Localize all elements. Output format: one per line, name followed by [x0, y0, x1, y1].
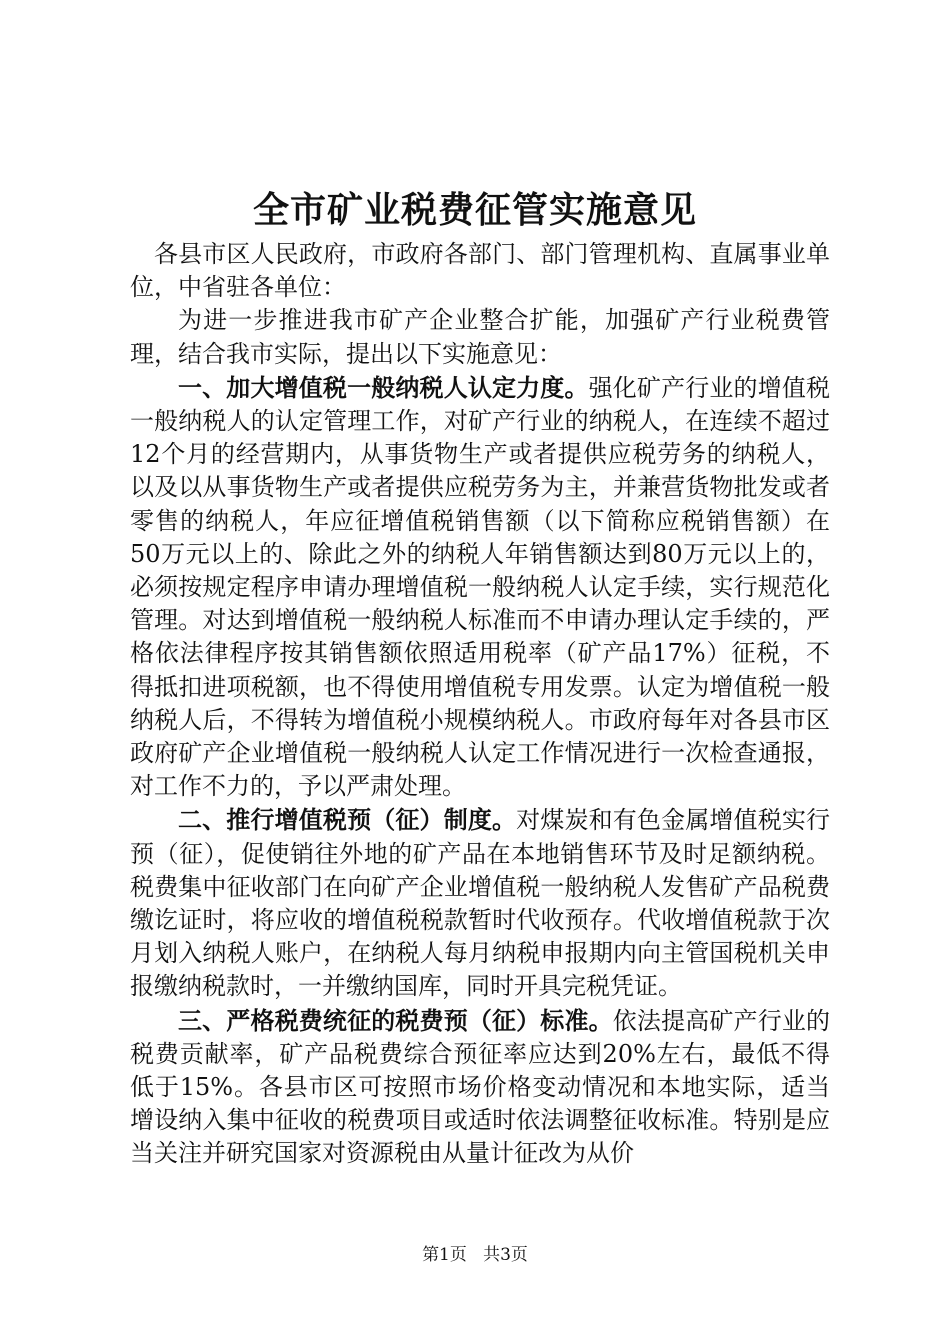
section-paragraph-3: [130, 1004, 830, 1171]
document-body: [130, 238, 830, 1171]
section-text-3: 依法提高矿产行业的税费贡献率，矿产品税费综合预征率应达到20%左右，最低不得低于15%。各县市区可按照市场价格变动情况和本地实际，适当增设纳入集中征收的税费项目或适时依法调整征收标准。特别是应当关注并研究国家对资源税由从量计征改为从价: [130, 1006, 831, 1168]
salutation-paragraph: 各县市区人民政府，市政府各部门、部门管理机构、直属事业单位，中省驻各单位：: [130, 240, 830, 302]
section-heading-1: 一、加大增值税一般纳税人认定力度。: [178, 372, 589, 402]
page-number: 第1页: [422, 1245, 467, 1265]
document-title: 全市矿业税费征管实施意见: [252, 189, 697, 231]
section-text-2: 对煤炭和有色金属增值税实行预（征），促使销往外地的矿产品在本地销售环节及时足额纳税。税费集中征收部门在向矿产企业增值税一般纳税人发售矿产品税费缴讫证时，将应收的增值税税款暂时代收预存。代收增值税款于次月划入纳税人账户，在纳税人每月纳税申报期内向主管国税机关申报缴纳税款时，一并缴纳国库，同时开具完税凭证。: [130, 806, 831, 1001]
section-heading-3: 三、严格税费统征的税费预（征）标准。: [178, 1005, 613, 1035]
intro-paragraph: 为进一步推进我市矿产企业整合扩能，加强矿产行业税费管理，结合我市实际，提出以下实施意见：: [130, 306, 830, 368]
section-text-1: 强化矿产行业的增值税一般纳税人的认定管理工作，对矿产行业的纳税人，在连续不超过12个月的经营期内，从事货物生产或者提供应税劳务的纳税人，以及以从事货物生产或者提供应税劳务为主，并兼营货物批发或者零售的纳税人，年应征增值税销售额（以下简称应税销售额）在50万元以上的、除此之外的纳税人年销售额达到80万元以上的，必须按规定程序申请办理增值税一般纳税人认定手续，实行规范化管理。对达到增值税一般纳税人标准而不申请办理认定手续的，严格依法律程序按其销售额依照适用税率（矿产品17%）征税，不得抵扣进项税额，也不得使用增值税专用发票。认定为增值税一般纳税人后，不得转为增值税小规模纳税人。市政府每年对各县市区政府矿产企业增值税一般纳税人认定工作情况进行一次检查通报，对工作不力的，予以严肃处理。: [130, 373, 831, 801]
section-heading-2: 二、推行增值税预（征）制度。: [178, 805, 517, 835]
page-footer: [0, 1244, 950, 1266]
section-paragraph-1: [130, 371, 830, 804]
section-paragraph-2: [130, 803, 830, 1003]
page-separator: [472, 1244, 477, 1266]
page-total: 共3页: [483, 1245, 528, 1265]
